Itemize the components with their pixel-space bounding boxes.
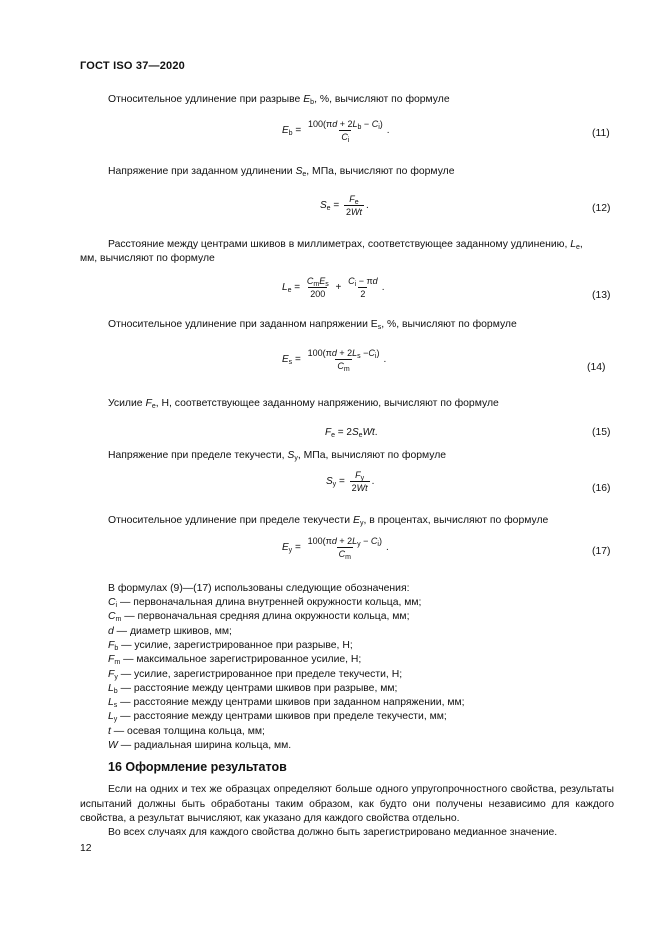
page-number: 12 bbox=[80, 843, 92, 854]
definition-text: — первоначальная средняя длина окружности кольца, мм; bbox=[121, 611, 410, 623]
section-paragraph-2: Во всех случаях для каждого свойства должно быть зарегистрировано медианное значение. bbox=[108, 827, 558, 838]
definition-symbol: L bbox=[108, 697, 114, 709]
definition-symbol: t bbox=[108, 725, 111, 737]
definition-item bbox=[108, 683, 397, 694]
definition-symbol: F bbox=[108, 654, 115, 666]
formula-12: $S_e$ = $\frac{F_e}{2Wt}$ . bbox=[320, 194, 369, 217]
definition-subscript: b bbox=[113, 687, 118, 695]
definition-symbol: L bbox=[108, 711, 114, 723]
definition-text: — максимальное зарегистрированное усилие, Н; bbox=[120, 654, 362, 666]
eq-number-12: (12) bbox=[592, 203, 611, 214]
formula-11: $E_b$ = $\frac{100(\pi d + 2L_b - C_i)}{C_i}$ . bbox=[282, 119, 390, 144]
formula-16-intro: Напряжение при пределе текучести, $S_y$, МПа, вычисляют по формуле bbox=[108, 450, 447, 462]
definition-subscript: y bbox=[113, 716, 118, 724]
eq-number-17: (17) bbox=[592, 546, 611, 557]
definitions-intro: В формулах (9)—(17) использованы следующие обозначения: bbox=[108, 583, 410, 594]
definition-text: — усилие, зарегистрированное при пределе текучести, Н; bbox=[117, 668, 403, 680]
definition-item bbox=[108, 726, 265, 737]
formula-13: $L_e$ = $\frac{C_mE_s}{200}$ + $\frac{C_i - \pi d}{2}$ . bbox=[282, 276, 385, 299]
eq-number-11: (11) bbox=[592, 128, 610, 139]
formula-17: $E_y$ = $\frac{100(\pi d + 2L_y - C_i)}{C_m}$ . bbox=[282, 536, 389, 561]
definition-text: — осевая толщина кольца, мм; bbox=[110, 725, 265, 737]
eq-number-14: (14) bbox=[587, 362, 606, 373]
definition-text: — расстояние между центрами шкивов при пределе текучести, мм; bbox=[117, 711, 447, 723]
definition-item bbox=[108, 711, 447, 722]
definition-text: — радиальная ширина кольца, мм. bbox=[117, 740, 292, 751]
definition-subscript: s bbox=[113, 702, 118, 710]
definition-symbol: W bbox=[108, 740, 118, 751]
definition-item bbox=[108, 640, 353, 651]
definition-symbol: F bbox=[108, 639, 115, 651]
formula-12-intro: Напряжение при заданном удлинении $S_e$, МПа, вычисляют по формуле bbox=[108, 166, 455, 178]
definition-text: — первоначальная длина внутренней окружности кольца, мм; bbox=[117, 597, 422, 608]
definition-symbol: F bbox=[108, 668, 115, 680]
definition-symbol: d bbox=[108, 625, 114, 637]
definition-item bbox=[108, 669, 402, 680]
formula-15: $F_e = 2S_eWt$. bbox=[325, 427, 378, 439]
definition-subscript: b bbox=[114, 644, 119, 652]
definition-symbol: L bbox=[108, 682, 114, 694]
definition-text: — расстояние между центрами шкивов при разрыве, мм; bbox=[117, 682, 398, 694]
definition-item bbox=[108, 697, 465, 708]
eq-number-15: (15) bbox=[592, 427, 611, 438]
formula-14: $E_s$ = $\frac{100(\pi d + 2L_s -C_i)}{C_m}$ . bbox=[282, 348, 387, 373]
definition-subscript: m bbox=[114, 659, 121, 667]
formula-17-intro: Относительное удлинение при пределе текучести $E_y$, в процентах, вычисляют по формуле bbox=[108, 515, 549, 527]
definition-symbol: C bbox=[108, 611, 116, 623]
formula-13-intro-line2: мм, вычисляют по формуле bbox=[80, 253, 215, 264]
definition-subscript: m bbox=[115, 616, 122, 624]
definition-subscript: i bbox=[115, 602, 118, 609]
document-header: ГОСТ ISO 37—2020 bbox=[80, 60, 186, 72]
definition-item bbox=[108, 654, 361, 665]
formula-13-intro-line1: Расстояние между центрами шкивов в миллиметрах, соответствующее заданному удлинению, $L_e$, bbox=[108, 239, 583, 251]
definition-item bbox=[108, 626, 232, 637]
definition-item bbox=[108, 611, 409, 622]
section-title: 16 Оформление результатов bbox=[108, 760, 287, 774]
formula-11-intro: Относительное удлинение при разрыве $E_b$, %, вычисляют по формуле bbox=[108, 94, 450, 106]
definition-text: — усилие, зарегистрированное при разрыве, Н; bbox=[118, 639, 353, 651]
eq-number-13: (13) bbox=[592, 290, 611, 301]
definition-symbol: C bbox=[108, 597, 116, 608]
definition-text: — диаметр шкивов, мм; bbox=[113, 625, 232, 637]
section-paragraph-1: Если на одних и тех же образцах определяют больше одного упругопрочностного свойства, результаты испытаний должны быть обработаны таким образом, как будто они получены независимо для каждого свойства, а результат вычисляют, как указано для каждого свойства отдельно. bbox=[80, 784, 614, 824]
formula-14-intro: Относительное удлинение при заданном напряжении $E_s$, %, вычисляют по формуле bbox=[108, 319, 517, 331]
eq-number-16: (16) bbox=[592, 483, 611, 494]
definition-item bbox=[108, 740, 291, 751]
definition-text: — расстояние между центрами шкивов при заданном напряжении, мм; bbox=[117, 697, 465, 709]
definition-item bbox=[108, 597, 421, 608]
formula-15-intro: Усилие $F_e$, Н, соответствующее заданному напряжению, вычисляют по формуле bbox=[108, 398, 499, 410]
definition-subscript: y bbox=[114, 673, 118, 681]
formula-16: $S_y$ = $\frac{F_y}{2Wt}$ . bbox=[326, 470, 375, 493]
